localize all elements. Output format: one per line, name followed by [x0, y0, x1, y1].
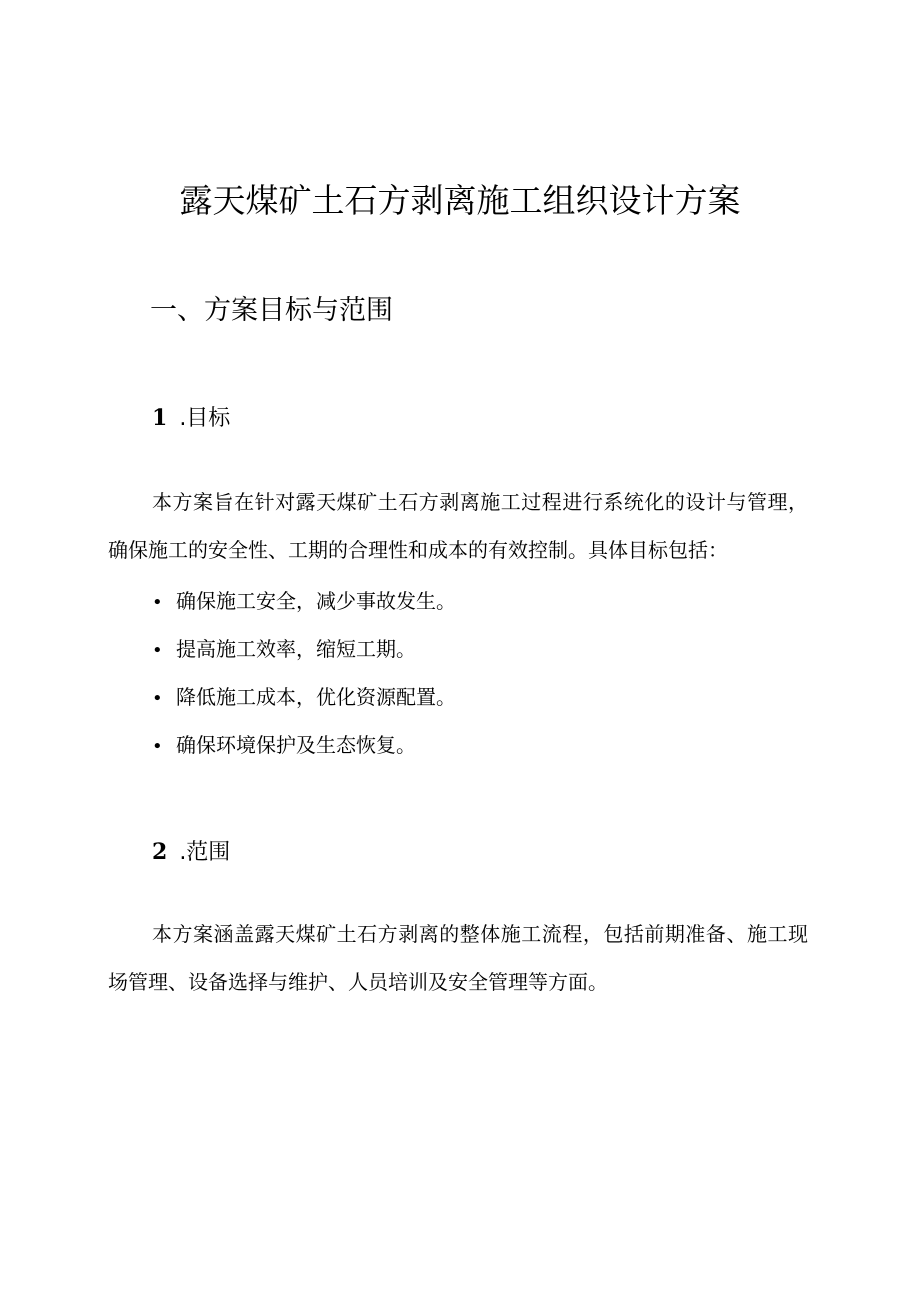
goal-number: 1 [152, 405, 168, 431]
bullet-icon: • [152, 640, 163, 661]
section-heading: 一、方案目标与范围 [150, 295, 393, 326]
bullet-icon: • [152, 736, 163, 757]
scope-number: 2 [152, 839, 168, 865]
list-item [152, 721, 456, 769]
bullet-text: 确保施工安全，减少事故发生。 [176, 589, 456, 613]
scope-label: .范围 [179, 840, 231, 865]
scope-heading [152, 836, 230, 869]
bullet-text: 降低施工成本，优化资源配置。 [176, 685, 456, 709]
goal-heading [152, 402, 230, 435]
bullet-icon: • [152, 688, 163, 709]
goal-paragraph: 本方案旨在针对露天煤矿土石方剥离施工过程进行系统化的设计与管理，确保施工的安全性、工期的合理性和成本的有效控制。具体目标包括： [108, 490, 808, 562]
goal-label: .目标 [179, 406, 231, 431]
scope-paragraph: 本方案涵盖露天煤矿土石方剥离的整体施工流程，包括前期准备、施工现场管理、设备选择与维护、人员培训及安全管理等方面。 [108, 922, 808, 994]
list-item [152, 577, 456, 625]
list-item [152, 625, 456, 673]
bullet-text: 提高施工效率，缩短工期。 [176, 637, 416, 661]
list-item [152, 673, 456, 721]
bullet-icon: • [152, 592, 163, 613]
document-title: 露天煤矿土石方剥离施工组织设计方案 [179, 181, 741, 220]
goal-bullet-list [152, 577, 456, 769]
bullet-text: 确保环境保护及生态恢复。 [176, 733, 416, 757]
